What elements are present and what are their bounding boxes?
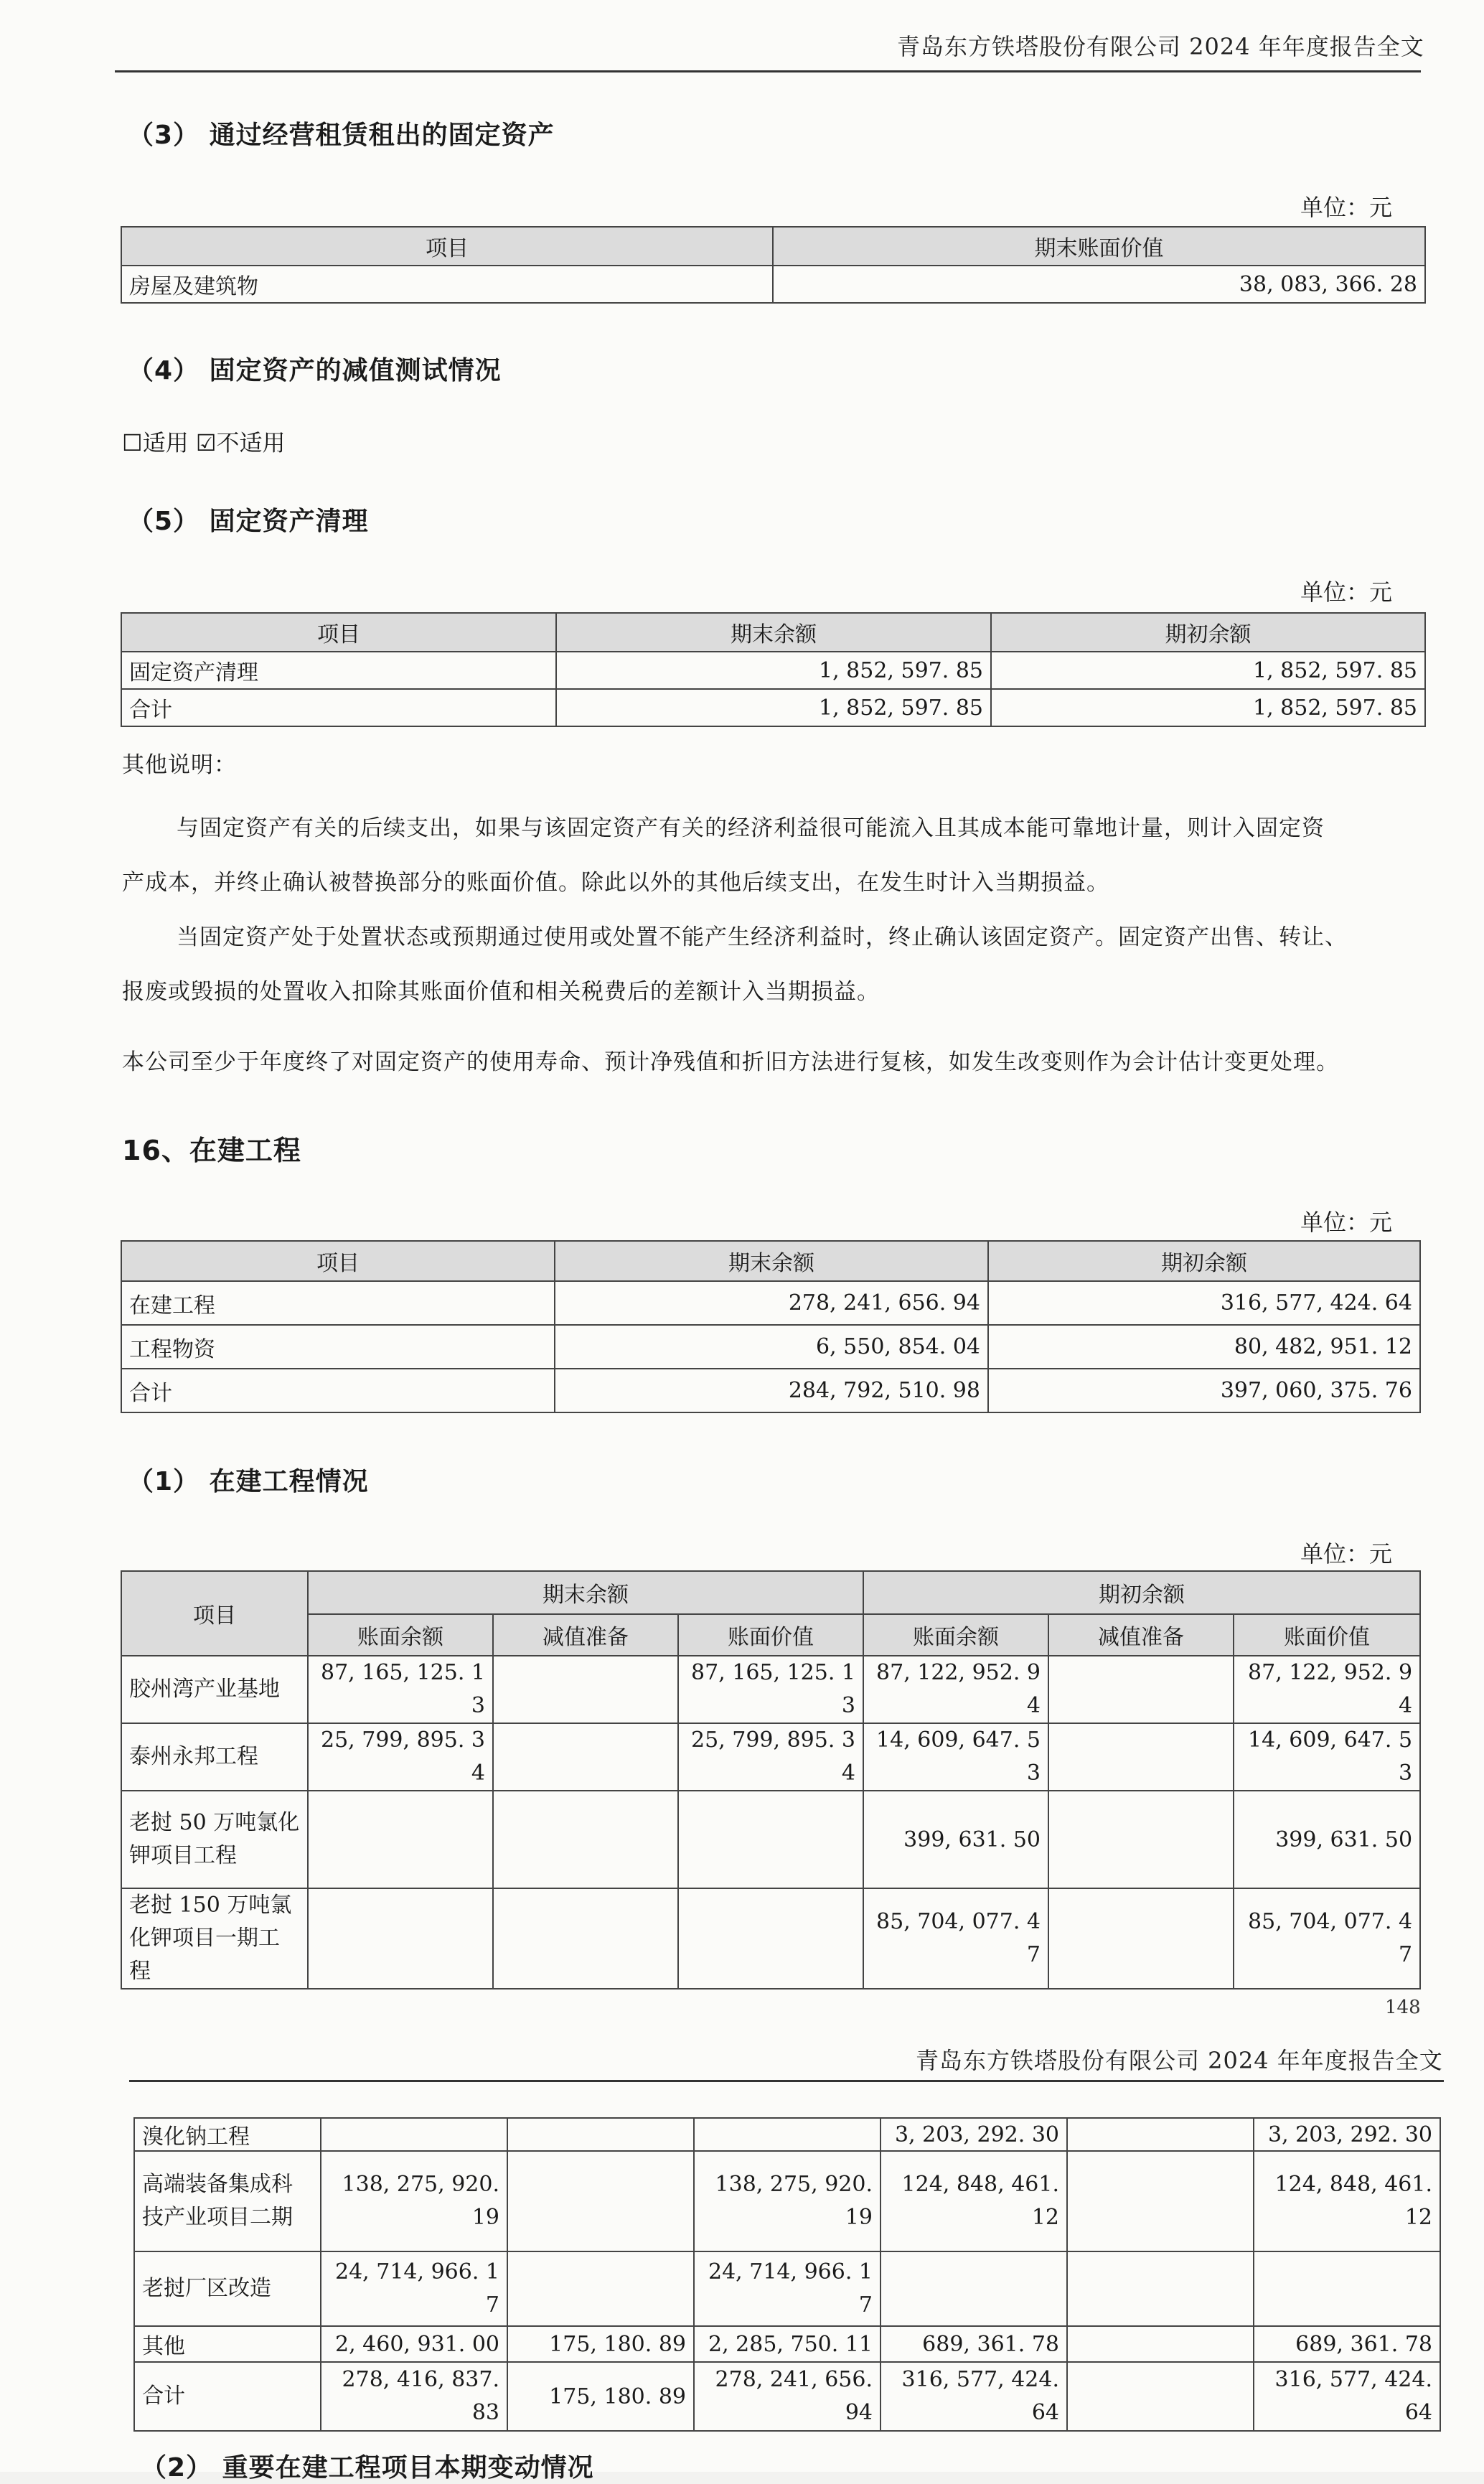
table-row: 老挝厂区改造 24, 714, 966. 17 24, 714, 966. 17 [134, 2251, 1440, 2326]
note-paragraph-3: 本公司至少于年度终了对固定资产的使用寿命、预计净残值和折旧方法进行复核，如发生改变则作为会计估计变更处理。 [122, 1049, 1339, 1075]
table-row: 工程物资 6, 550, 854. 04 80, 482, 951. 12 [121, 1325, 1420, 1369]
page-header: 青岛东方铁塔股份有限公司 2024 年年度报告全文 [897, 33, 1424, 60]
header-rule [129, 2080, 1444, 2082]
note-paragraph-2-cont: 报废或毁损的处置收入扣除其账面价值和相关税费后的差额计入当期损益。 [122, 979, 880, 1005]
report-page-149 [0, 2038, 1484, 2483]
section-4-title: （4） 固定资产的减值测试情况 [128, 356, 502, 385]
col-header-end-value: 期末账面价值 [773, 227, 1425, 266]
table-row: 固定资产清理 1, 852, 597. 85 1, 852, 597. 85 [121, 652, 1425, 689]
section-16-title: 16、在建工程 [122, 1135, 301, 1166]
page-header: 青岛东方铁塔股份有限公司 2024 年年度报告全文 [916, 2047, 1443, 2074]
table-row: 房屋及建筑物 38, 083, 366. 28 [121, 266, 1425, 303]
table-row: 其他 2, 460, 931. 00 175, 180. 89 2, 285, 750. 11 689, 361. 78 689, 361. 78 [134, 2326, 1440, 2362]
construction-detail-table-continued [133, 2117, 1441, 2432]
table-row: 高端装备集成科技产业项目二期 138, 275, 920. 19 138, 275, 920. 19 124, 848, 461. 12 124, 848, 461. 12 [134, 2151, 1440, 2251]
applicability-checkboxes: ☐适用 ☑不适用 [122, 429, 286, 456]
table-row: 老挝 50 万吨氯化钾项目工程 399, 631. 50 399, 631. 50 [121, 1791, 1420, 1888]
header-rule [115, 70, 1421, 72]
unit-label: 单位：元 [1300, 194, 1393, 221]
section-3-title: （3） 通过经营租赁租出的固定资产 [128, 121, 555, 150]
table-row-total: 合计 1, 852, 597. 85 1, 852, 597. 85 [121, 689, 1425, 726]
section-5-title: （5） 固定资产清理 [128, 507, 369, 536]
unit-label: 单位：元 [1300, 1209, 1393, 1236]
note-paragraph-1: 与固定资产有关的后续支出，如果与该固定资产有关的经济利益很可能流入且其成本能可靠地计量，则计入固定资 [177, 815, 1325, 841]
leased-assets-table [121, 226, 1426, 304]
section-16-2-title: （2） 重要在建工程项目本期变动情况 [141, 2453, 594, 2483]
table-row: 泰州永邦工程 25, 799, 895. 34 25, 799, 895. 34 14, 609, 647. 53 14, 609, 647. 53 [121, 1723, 1420, 1791]
unit-label: 单位：元 [1300, 1540, 1393, 1567]
asset-disposal-table: 项目 期末余额 期初余额 固定资产清理 1, 852, 597. 85 1, 852, 597. 85 合计 1, 852, 597. 85 1, 852, 597. 85 [121, 612, 1426, 727]
col-header-item: 项目 [121, 227, 773, 266]
table-row: 老挝 150 万吨氯化钾项目一期工程 85, 704, 077. 47 85, 704, 077. 47 [121, 1888, 1420, 1989]
construction-summary-table: 项目 期末余额 期初余额 在建工程 278, 241, 656. 94 316, 577, 424. 64 工程物资 6, 550, 854. 04 80, 482, 951. 12 合计 284, 792, 510. 98 397, 060, 375. 76 [121, 1240, 1421, 1413]
table-row-total: 合计 284, 792, 510. 98 397, 060, 375. 76 [121, 1369, 1420, 1412]
note-paragraph-2: 当固定资产处于处置状态或预期通过使用或处置不能产生经济利益时，终止确认该固定资产。固定资产出售、转让、 [177, 924, 1348, 950]
table-row-total: 合计 278, 416, 837. 83 175, 180. 89 278, 241, 656. 94 316, 577, 424. 64 316, 577, 424. 64 [134, 2362, 1440, 2431]
note-paragraph-1-cont: 产成本，并终止确认被替换部分的账面价值。除此以外的其他后续支出，在发生时计入当期损益。 [122, 870, 1109, 896]
section-16-1-title: （1） 在建工程情况 [128, 1467, 369, 1496]
notes-label: 其他说明： [122, 752, 237, 778]
unit-label: 单位：元 [1300, 578, 1393, 606]
table-row: 在建工程 278, 241, 656. 94 316, 577, 424. 64 [121, 1281, 1420, 1325]
table-row: 溴化钠工程 3, 203, 292. 30 3, 203, 292. 30 [134, 2118, 1440, 2151]
table-row: 胶州湾产业基地 87, 165, 125. 13 87, 165, 125. 13 87, 122, 952. 94 87, 122, 952. 94 [121, 1656, 1420, 1723]
construction-detail-table: 项目 期末余额 期初余额 账面余额 减值准备 账面价值 账面余额 减值准备 账面价值 胶州湾产业基地 87, 165, 125. 13 87, 165, 125. 13 87, 122, 952. 94 87, 122, 952. 94 泰州永邦工程 25, 799, 895. 34 25, 799, 895. 34 14, 609, 647. 53 14, 609, 647. 53 老挝 50 万吨氯化钾项目工程 399, 631. 50 399, 631. 50 老挝 150 万吨氯化钾项目一期工程 85, 704, 077. 47 85, 704, 077. 47 [121, 1570, 1421, 1989]
page-number: 148 [1385, 1997, 1421, 2018]
